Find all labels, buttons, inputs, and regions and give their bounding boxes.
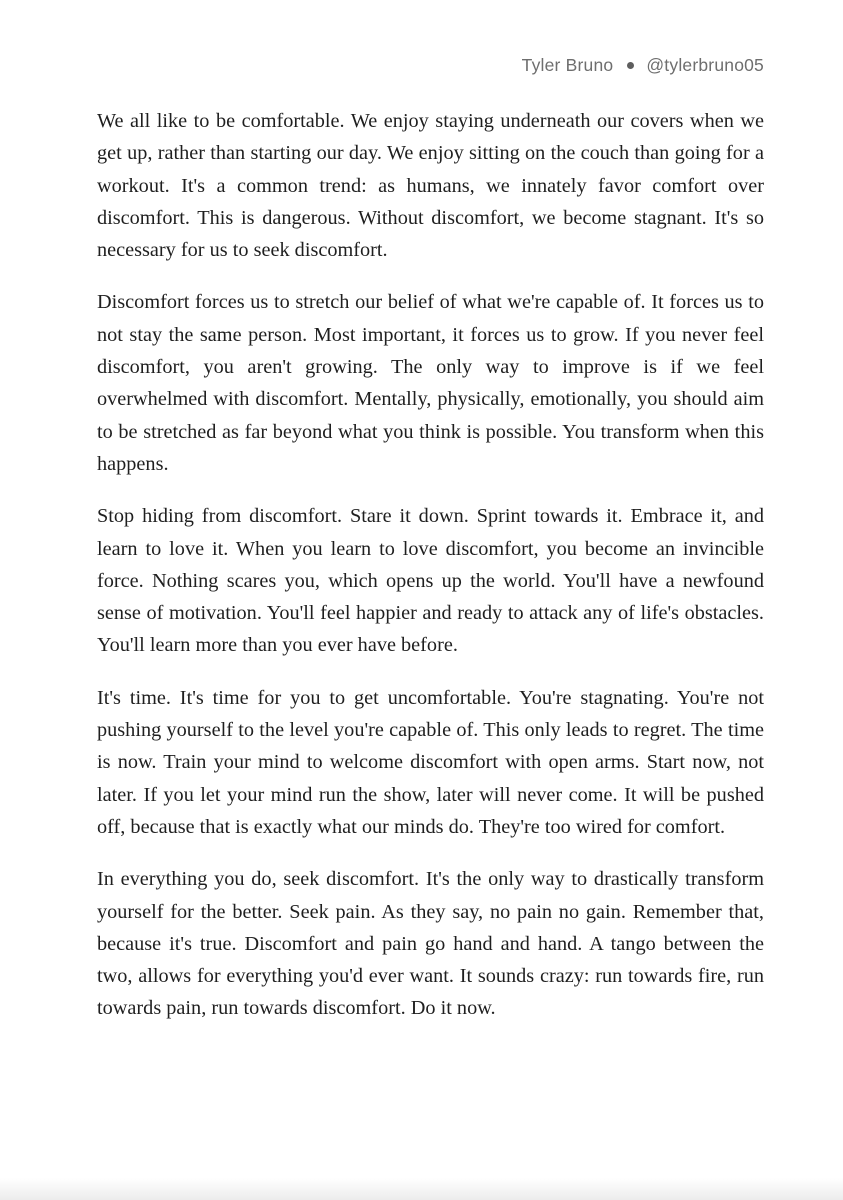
paragraph-5: In everything you do, seek discomfort. It's the only way to drastically transform yourself for the better. Seek pain. As they say, no pain no gain. Remember that, because it's true. Discomfort and pain go hand and hand. A tango between the two, allows for everything you'd ever want. It sounds crazy: run towards fire, run towards pain, run towards discomfort. Do it now.	[97, 868, 764, 1020]
byline	[522, 54, 764, 76]
separator-dot-icon	[627, 62, 634, 69]
paragraph-3: Stop hiding from discomfort. Stare it down. Sprint towards it. Embrace it, and learn to love it. When you learn to love discomfort, you become an invincible force. Nothing scares you, which opens up the world. You'll have a newfound sense of motivation. You'll feel happier and ready to attack any of life's obstacles. You'll learn more than you ever have before.	[97, 505, 764, 657]
author-handle: @tylerbruno05	[646, 55, 764, 75]
article-body	[97, 105, 764, 1045]
paragraph-1: We all like to be comfortable. We enjoy staying underneath our covers when we get up, rather than starting our day. We enjoy sitting on the couch than going for a workout. It's a common trend: as humans, we innately favor comfort over discomfort. This is dangerous. Without discomfort, we become stagnant. It's so necessary for us to seek discomfort.	[97, 110, 764, 262]
paragraph-2: Discomfort forces us to stretch our belief of what we're capable of. It forces us to not stay the same person. Most important, it forces us to grow. If you never feel discomfort, you aren't growing. The only way to improve is if we feel overwhelmed with discomfort. Mentally, physically, emotionally, you should aim to be stretched as far beyond what you think is possible. You transform when this happens.	[97, 291, 764, 475]
author-name: Tyler Bruno	[521, 55, 614, 75]
paragraph-4: It's time. It's time for you to get uncomfortable. You're stagnating. You're not pushing yourself to the level you're capable of. This only leads to regret. The time is now. Train your mind to welcome discomfort with open arms. Start now, not later. If you let your mind run the show, later will never come. It will be pushed off, because that is exactly what our minds do. They're too wired for comfort.	[97, 686, 764, 838]
bottom-edge-shade	[0, 1178, 843, 1200]
